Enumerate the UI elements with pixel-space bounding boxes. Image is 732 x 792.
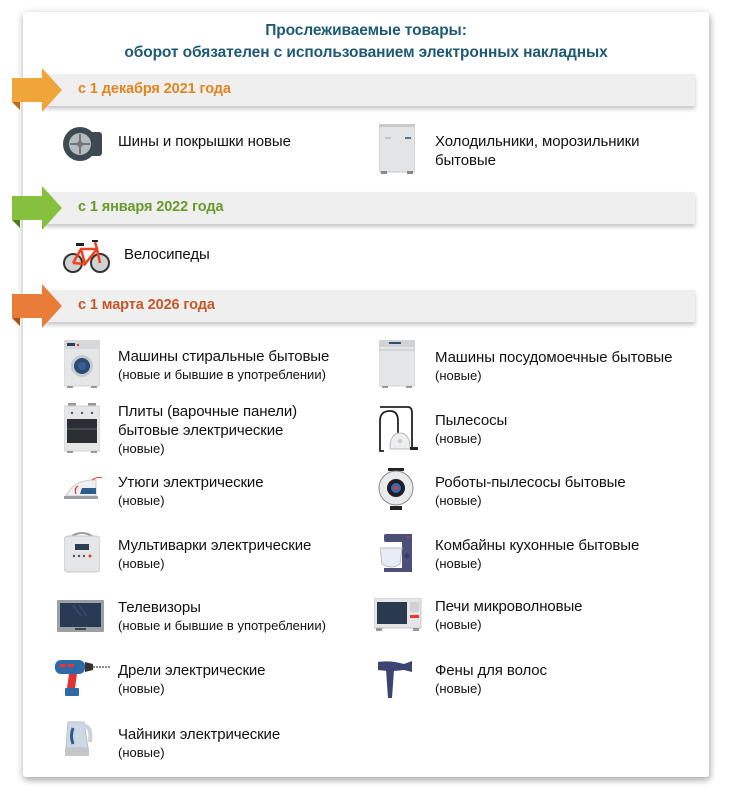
vacuum-cleaner-icon (378, 403, 418, 458)
section-header-mar-2026 (45, 290, 695, 322)
list-item-multicookers: Мультиварки электрические (новые) (118, 537, 312, 571)
stove-icon (64, 403, 100, 458)
robot-vacuum-icon (378, 468, 414, 515)
arrow-icon (12, 68, 68, 114)
tv-icon (57, 598, 105, 639)
washing-machine-icon (64, 340, 100, 393)
title-line-1: Прослеживаемые товары: (265, 22, 467, 39)
list-item-dishwashers: Машины посудомоечные бытовые (новые) (435, 349, 673, 383)
arrow-icon (12, 186, 68, 232)
tire-icon (62, 124, 104, 169)
list-item-washing-machines: Машины стиральные бытовые (новые и бывшие в употреблении) (118, 348, 330, 382)
list-item-tvs: Телевизоры (новые и бывшие в употреблении) (118, 599, 326, 633)
list-item-microwaves: Печи микроволновые (новые) (435, 598, 583, 632)
section-label: с 1 марта 2026 года (78, 297, 215, 313)
microwave-icon (374, 598, 422, 637)
list-item-drills: Дрели электрические (новые) (118, 662, 266, 696)
page-title (23, 20, 709, 64)
list-item-tires: Шины и покрышки новые (118, 133, 291, 150)
list-item-irons: Утюги электрические (новые) (118, 474, 264, 508)
list-item-bicycles: Велосипеды (124, 246, 210, 263)
bicycle-icon (63, 237, 111, 280)
drill-icon (55, 658, 111, 705)
list-item-food-processors: Комбайны кухонные бытовые (новые) (435, 537, 640, 571)
section-header-jan-2022 (45, 192, 695, 224)
section-header-dec-2021 (45, 74, 695, 106)
section-label: с 1 января 2022 года (78, 199, 224, 215)
iron-icon (62, 474, 102, 507)
refrigerator-icon (379, 124, 415, 179)
list-item-stoves: Плиты (варочные панели) бытовые электрические (новые) (118, 403, 298, 456)
multicooker-icon (64, 530, 100, 579)
title-line-2: оборот обязателен с использованием электронных накладных (124, 44, 608, 61)
list-item-kettles: Чайники электрические (новые) (118, 726, 281, 760)
dishwasher-icon (379, 340, 415, 393)
list-item-refrigerators: Холодильники, морозильники бытовые (435, 133, 640, 169)
hair-dryer-icon (378, 658, 414, 705)
section-label: с 1 декабря 2021 года (78, 81, 231, 97)
arrow-icon (12, 284, 68, 330)
list-item-robot-vacuums: Роботы-пылесосы бытовые (новые) (435, 474, 626, 508)
kettle-icon (64, 718, 98, 765)
list-item-hair-dryers: Фены для волос (новые) (435, 662, 547, 696)
list-item-vacuum-cleaners: Пылесосы (новые) (435, 412, 508, 446)
food-processor-icon (380, 534, 414, 577)
